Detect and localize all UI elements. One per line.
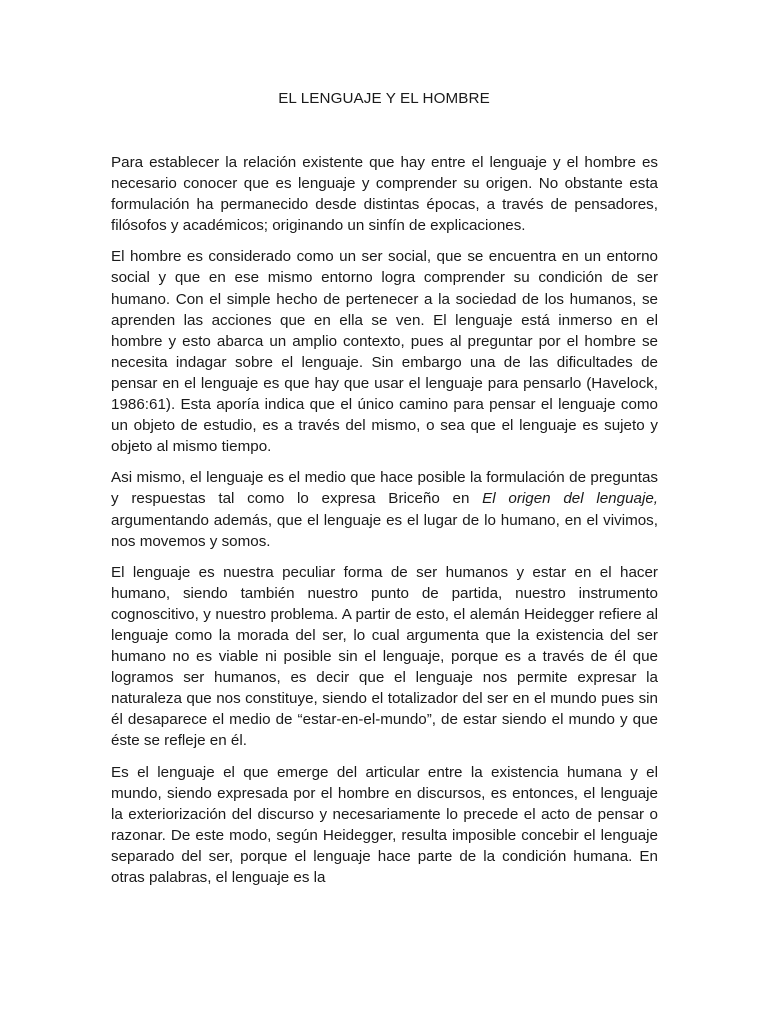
paragraph-4: El lenguaje es nuestra peculiar forma de ser humanos y estar en el hacer humano, siendo también nuestro punto de partida, nuestro instrumento cognoscitivo, y nuestro problema. A partir de esto, el alemán Heidegger refiere al lenguaje como la morada del ser, lo cual argumenta que la existencia del ser humano no es viable ni posible sin el lenguaje, porque es a través de él que logramos ser humanos, es decir que el lenguaje nos permite expresar la naturaleza que nos constituye, siendo el totalizador del ser en el mundo pues sin él desaparece el medio de “estar-en-el-mundo”, de estar siendo el mundo y que éste se refleje en él.: [111, 563, 658, 750]
paragraph-3-text-end: argumentando además, que el lenguaje es el lugar de lo humano, en el vivimos, nos movemos y somos.: [111, 511, 658, 550]
paragraph-3: [111, 467, 658, 551]
paragraph-5: Es el lenguaje el que emerge del articular entre la existencia humana y el mundo, siendo expresada por el hombre en discursos, es entonces, el lenguaje la exteriorización del discurso y necesariamente lo precede el acto de pensar o razonar. De este modo, según Heidegger, resulta imposible concebir el lenguaje separado del ser, porque el lenguaje hace parte de la condición humana. En otras palabras, el lenguaje es la: [111, 763, 658, 886]
paragraph-1: Para establecer la relación existente que hay entre el lenguaje y el hombre es necesario conocer que es lenguaje y comprender su origen. No obstante esta formulación ha permanecido desde distintas épocas, a través de pensadores, filósofos y académicos; originando un sinfín de explicaciones.: [111, 154, 658, 235]
document-title: EL LENGUAJE Y EL HOMBRE: [278, 90, 490, 107]
paragraph-3-text-start: Asi mismo, el lenguaje es el medio que hace posible la formulación de preguntas y respuestas tal como lo expresa Briceño en: [111, 469, 658, 508]
book-title-italic: El origen del lenguaje,: [482, 490, 659, 508]
paragraph-2: El hombre es considerado como un ser social, que se encuentra en un entorno social y que en ese mismo entorno logra comprender su condición de ser humano. Con el simple hecho de pertenecer a la sociedad de los humanos, se aprenden las acciones que en ella se ven. El lenguaje está inmerso en el hombre y esto abarca un amplio contexto, pues al preguntar por el hombre se necesita indagar sobre el lenguaje. Sin embargo una de las dificultades de pensar en el lenguaje es que hay que usar el lenguaje para pensarlo (Havelock, 1986:61). Esta aporía indica que el único camino para pensar el lenguaje como un objeto de estudio, es a través del mismo, o sea que el lenguaje es sujeto y objeto al mismo tiempo.: [111, 248, 658, 456]
document-body: [111, 152, 658, 898]
